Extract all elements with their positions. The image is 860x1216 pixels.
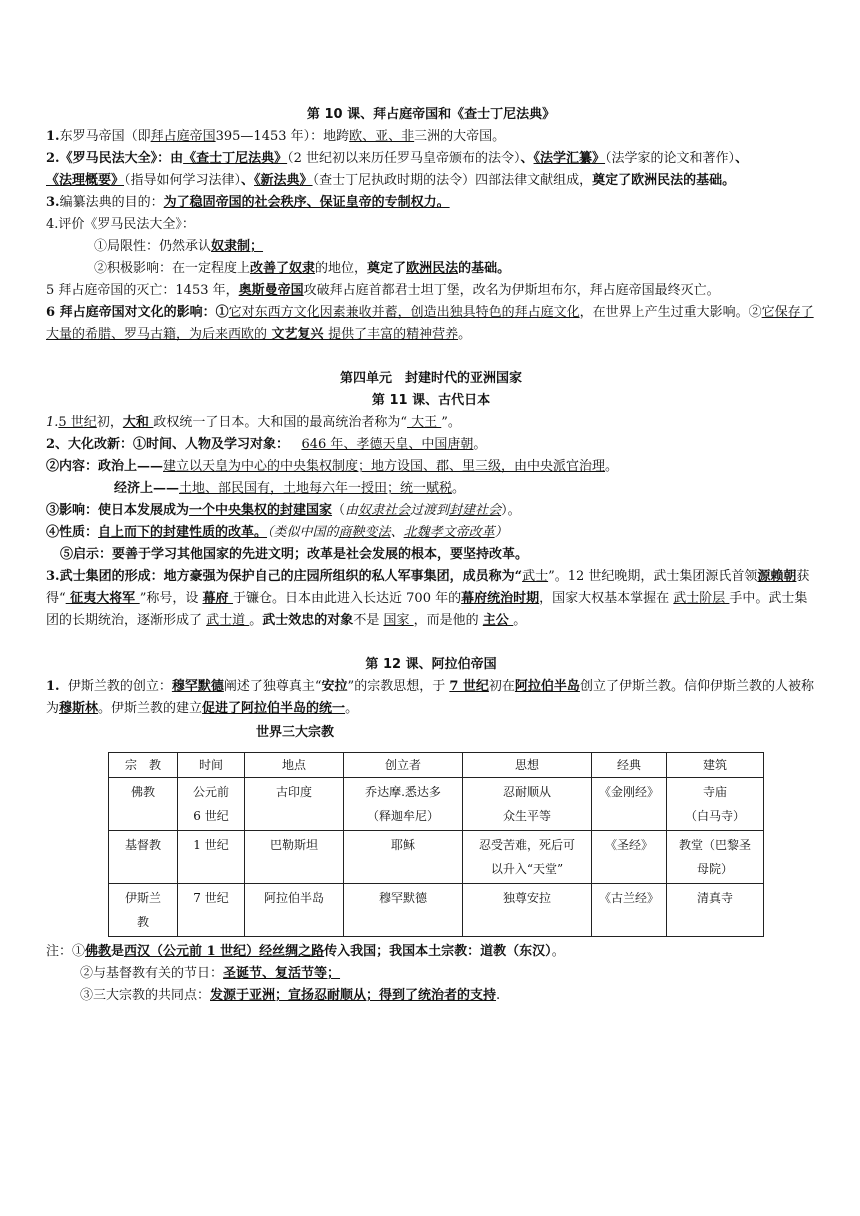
lesson-11-title: 第 11 课、古代日本: [371, 393, 491, 408]
l10-point-3: 3.编纂法典的目的：为了稳固帝国的社会秩序、保证皇帝的专制权力。: [46, 195, 450, 210]
lesson-12-title: 第 12 课、阿拉伯帝国: [365, 657, 497, 672]
l12-point-1: 1. 伊斯兰教的创立：穆罕默德阐述了独尊真主“安拉”的宗教思想，于 7 世纪初在阿拉伯半岛创立了伊斯兰教。信仰伊斯兰教的人被称为穆斯林。伊斯兰教的建立促进了阿拉伯半岛的统一。: [46, 679, 814, 716]
header-place: 地点: [245, 753, 344, 778]
table-cell: 乔达摩.悉达多 （释迦牟尼）: [344, 778, 463, 831]
table-cell: 古印度: [245, 778, 344, 831]
lesson-10-title: 第 10 课、拜占庭帝国和《查士丁尼法典》: [306, 107, 556, 122]
table-cell: 穆罕默德: [344, 884, 463, 937]
note-2: ②与基督教有关的节日：圣诞节、复活节等；: [80, 966, 341, 981]
table-row: [109, 778, 764, 831]
table-header-row: [109, 753, 764, 778]
l11-point-1: 1.5 世纪初，大和 政权统一了日本。大和国的最高统治者称为“ 大王 ”。: [46, 415, 461, 430]
l10-point-4-impact: ②积极影响：在一定程度上改善了奴隶的地位，奠定了欧洲民法的基础。: [94, 261, 511, 276]
l10-point-5: 5 拜占庭帝国的灭亡：1453 年，奥斯曼帝国攻破拜占庭首都君士坦丁堡，改名为伊斯坦布尔，拜占庭帝国最终灭亡。: [46, 283, 720, 298]
table-cell: 《古兰经》: [592, 884, 667, 937]
header-time: 时间: [178, 753, 245, 778]
table-cell: 伊斯兰 教: [109, 884, 178, 937]
l11-point-2: 2、大化改新：①时间、人物及学习对象： 646 年、孝德天皇、中国唐朝。: [46, 437, 487, 452]
table-cell: 阿拉伯半岛: [245, 884, 344, 937]
note-1: 注：①佛教是西汉（公元前 1 世纪）经丝绸之路传入我国；我国本土宗教：道教（东汉）。: [46, 944, 565, 959]
l11-content-politics: ②内容：政治上——建立以天皇为中心的中央集权制度；地方设国、郡、里三级，由中央派官治理。: [46, 459, 619, 474]
header-building: 建筑: [667, 753, 764, 778]
l11-nature: ④性质：自上而下的封建性质的改革。（类似中国的商鞅变法、北魏孝文帝改革）: [46, 525, 508, 540]
unit-4-title: 第四单元 封建时代的亚洲国家: [339, 371, 522, 386]
header-religion: 宗 教: [109, 753, 178, 778]
header-thought: 思想: [463, 753, 592, 778]
table-cell: 《圣经》: [592, 831, 667, 884]
l11-inspiration: ⑤启示：要善于学习其他国家的先进文明；改革是社会发展的根本，要坚持改革。: [60, 547, 529, 562]
table-row: [109, 831, 764, 884]
religion-table-title: 世界三大宗教: [256, 725, 335, 740]
religion-table: [108, 752, 764, 937]
table-cell: 基督教: [109, 831, 178, 884]
table-cell: 清真寺: [667, 884, 764, 937]
table-cell: 独尊安拉: [463, 884, 592, 937]
l10-point-6: 6 拜占庭帝国对文化的影响：①它对东西方文化因素兼收并蓄，创造出独具特色的拜占庭文化，在世界上产生过重大影响。②它保存了大量的希腊、罗马古籍，为后来西欧的 文艺复兴 提供了丰富的精神营养。: [46, 305, 814, 342]
table-cell: 耶稣: [344, 831, 463, 884]
table-row: [109, 884, 764, 937]
table-cell: 7 世纪: [178, 884, 245, 937]
table-cell: 巴勒斯坦: [245, 831, 344, 884]
table-cell: 1 世纪: [178, 831, 245, 884]
table-cell: 教堂（巴黎圣 母院）: [667, 831, 764, 884]
table-cell: 忍耐顺从 众生平等: [463, 778, 592, 831]
note-3: ③三大宗教的共同点：发源于亚洲；宣扬忍耐顺从；得到了统治者的支持.: [80, 988, 501, 1003]
document-page: [46, 104, 816, 1007]
l10-point-4: 4.评价《罗马民法大全》：: [46, 217, 195, 232]
table-cell: 忍受苦难，死后可 以升入“天堂”: [463, 831, 592, 884]
header-scripture: 经典: [592, 753, 667, 778]
table-cell: 《金刚经》: [592, 778, 667, 831]
l11-content-economy: 经济上——土地、部民国有，土地每六年一授田；统一赋税。: [114, 481, 466, 496]
table-cell: 寺庙 （白马寺）: [667, 778, 764, 831]
table-cell: 公元前 6 世纪: [178, 778, 245, 831]
l10-point-2: 2.《罗马民法大全》：由《查士丁尼法典》（2 世纪初以来历任罗马皇帝颁布的法令）、《法学汇纂》（法学家的论文和著作）、《法理概要》（指导如何学习法律）、《新法典》（查士丁尼执政时期的法令）四部法律文献组成，奠定了欧洲民法的基础。: [46, 151, 749, 188]
header-founder: 创立者: [344, 753, 463, 778]
table-cell: 佛教: [109, 778, 178, 831]
l11-samurai: 3.武士集团的形成：地方豪强为保护自己的庄园所组织的私人军事集团，成员称为“武士”。12 世纪晚期，武士集团源氏首领源赖朝获得“ 征夷大将军 ”称号，设 幕府 于镰仓。日本由此进入长达近 700 年的幕府统治时期，国家大权基本掌握在 武士阶层 手中。武士集团的长期统治，逐渐形成了 武士道 。武士效忠的对象不是 国家 ，而是他的 主公 。: [46, 569, 810, 628]
l10-point-1: 1.东罗马帝国（即拜占庭帝国395—1453 年）：地跨欧、亚、非三洲的大帝国。: [46, 129, 506, 144]
l10-point-4-limitation: ①局限性：仍然承认奴隶制；: [94, 239, 264, 254]
l11-influence: ③影响：使日本发展成为一个中央集权的封建国家（由奴隶社会过渡到封建社会）。: [46, 503, 521, 518]
